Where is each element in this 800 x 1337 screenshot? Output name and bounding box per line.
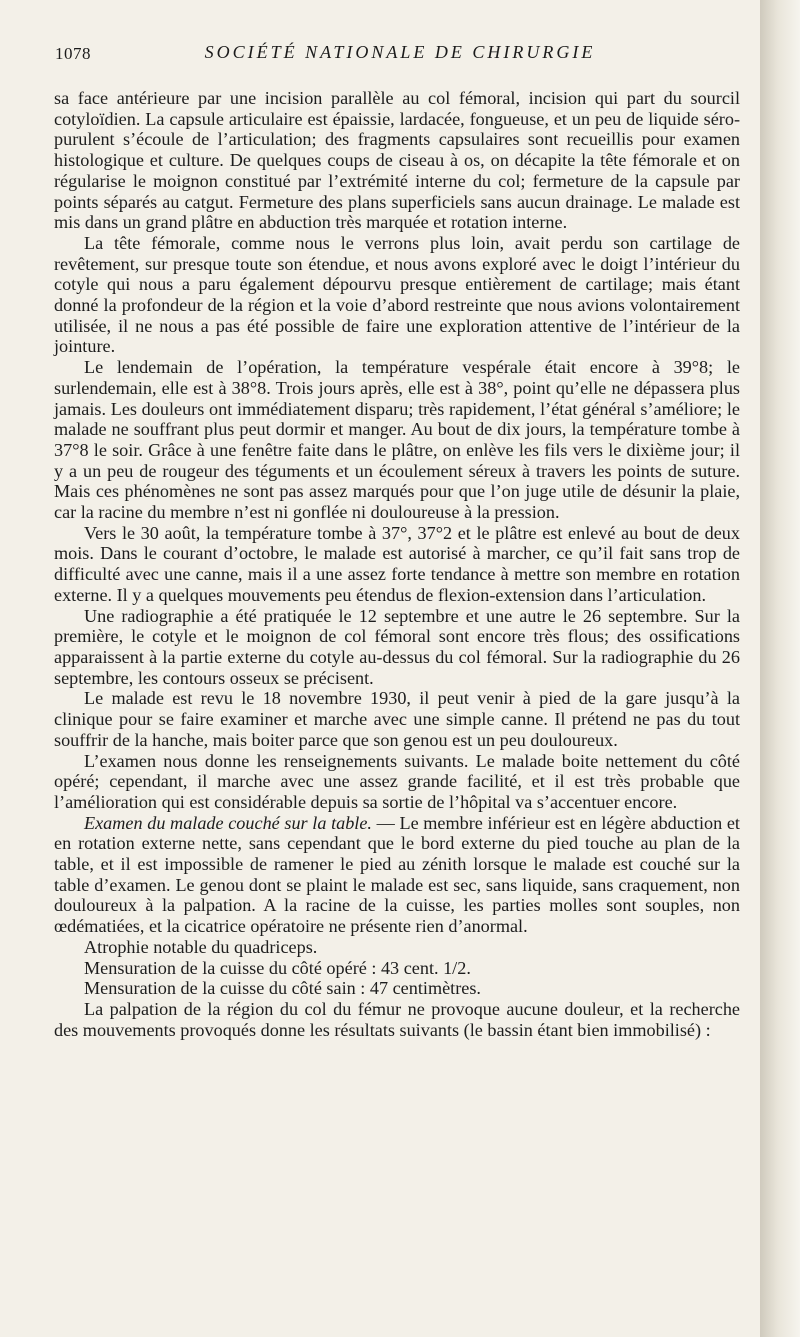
paragraph: Vers le 30 août, la température tombe à 37°, 37°2 et le plâtre est enlevé au bout de deux mois. Dans le courant d’octobre, le malade est autorisé à marcher, ce qu’il fait sans trop de difficulté avec une canne, mais il a une assez forte tendance à mettre son membre en rotation externe. Il y a quelques mouvements peu étendus de flexion-extension dans l’articulation. bbox=[54, 522, 740, 605]
paragraph: La palpation de la région du col du fémur ne provoque aucune douleur, et la recherche des mouvements provoqués donne les résultats suivants (le bassin étant bien immobilisé) : bbox=[54, 998, 740, 1040]
running-title: SOCIÉTÉ NATIONALE DE CHIRURGIE bbox=[204, 42, 596, 62]
page-header bbox=[55, 40, 745, 70]
paragraph: Mensuration de la cuisse du côté sain : 47 centimètres. bbox=[84, 978, 481, 999]
body-text bbox=[54, 88, 740, 1040]
page-number: 1078 bbox=[55, 44, 91, 63]
paragraph: Une radiographie a été pratiquée le 12 septembre et une autre le 26 septembre. Sur la première, le cotyle et le moignon de col fémoral sont encore très flous; des ossifications apparaissent à la partie externe du cotyle au-dessus du col fémoral. Sur la radiographie du 26 septembre, les contours osseux se précisent. bbox=[54, 605, 740, 688]
paragraph: Le malade est revu le 18 novembre 1930, il peut venir à pied de la gare jusqu’à la clinique pour se faire examiner et marche avec une simple canne. Il prétend ne pas du tout souffrir de la hanche, mais boiter parce que son genou est un peu douloureux. bbox=[54, 688, 740, 750]
paragraph: L’examen nous donne les renseignements suivants. Le malade boite nettement du côté opéré; cependant, il marche avec une assez grande facilité, et il est très probable que l’amélioration qui est considérable depuis sa sortie de l’hôpital va s’accentuer encore. bbox=[54, 750, 740, 812]
exam-paragraph bbox=[54, 813, 740, 937]
paragraph: La tête fémorale, comme nous le verrons plus loin, avait perdu son cartilage de revêtement, sur presque toute son étendue, et nous avons exploré avec le doigt l’intérieur du cotyle qui nous a paru également dépourvu presque entièrement de cartilage; mais étant donné la profondeur de la région et la voie d’abord restreinte que nous avions volontairement utilisée, il ne nous a pas été possible de faire une exploration attentive de l’intérieur de la jointure. bbox=[54, 232, 740, 357]
paragraph: Atrophie notable du quadriceps. bbox=[84, 936, 318, 957]
paragraph: sa face antérieure par une incision parallèle au col fémoral, incision qui part du sourcil cotyloïdien. La capsule articulaire est épaissie, lardacée, fongueuse, et un peu de liquide séro-purulent s’écoule de l’articulation; des fragments capsulaires sont recueillis pour examen histologique et culture. De quelques coups de ciseau à os, on décapite la tête fémorale et on régularise le moignon constitué par l’extrémité interne du col; fermeture de la capsule par points séparés au catgut. Fermeture des plans superficiels sans aucun drainage. Le malade est mis dans un grand plâtre en abduction très marquée et rotation interne. bbox=[54, 88, 740, 233]
page-gutter bbox=[760, 0, 800, 1337]
paragraph: Mensuration de la cuisse du côté opéré : 43 cent. 1/2. bbox=[84, 957, 471, 978]
paragraph: Le lendemain de l’opération, la température vespérale était encore à 39°8; le surlendemain, elle est à 38°8. Trois jours après, elle est à 38°, point qu’elle ne dépassera plus jamais. Les douleurs ont immédiatement disparu; très rapidement, l’état général s’améliore; le malade ne souffrant plus peut dormir et manger. Au bout de dix jours, la température tombe à 37°8 le soir. Grâce à une fenêtre faite dans le plâtre, on enlève les fils vers le dixième jour; il y a un peu de rougeur des téguments et un écoulement séreux à travers les points de suture. Mais ces phénomènes ne sont pas assez marqués pour que l’on juge utile de désunir la plaie, car la racine du membre n’est ni gonflée ni douloureuse à la pression. bbox=[54, 357, 740, 523]
exam-text: — Le membre inférieur est en légère abduction et en rotation externe nette, sans cependant que le bord externe du pied touche au plan de la table, et il est impossible de ramener le pied au zénith lorsque le malade est couché sur la table d’examen. Le genou dont se plaint le malade est sec, sans liquide, sans craquement, non douloureux à la palpation. A la racine de la cuisse, les parties molles sont souples, non œdématiées, et la cicatrice opératoire ne présente rien d’anormal. bbox=[54, 812, 740, 937]
exam-heading: Examen du malade couché sur la table. bbox=[84, 812, 372, 833]
